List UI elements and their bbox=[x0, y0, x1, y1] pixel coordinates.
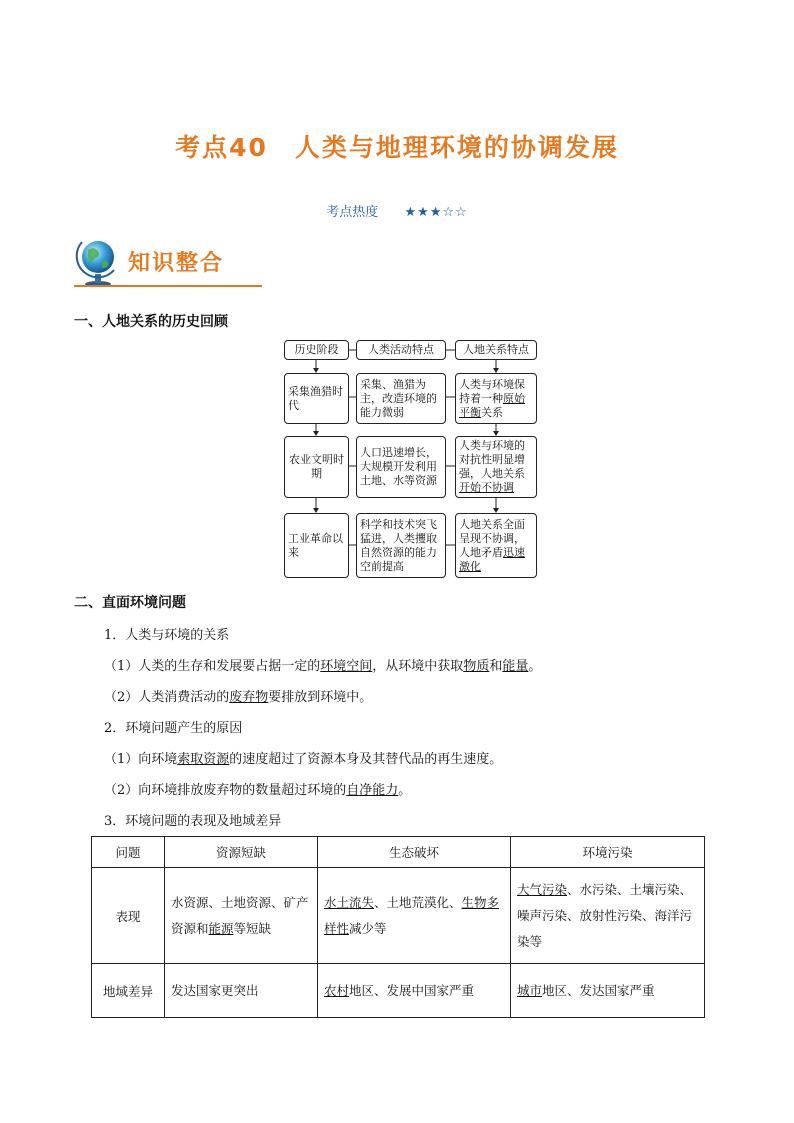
flow-relation-3-text: 人地关系全面呈现不协调，人地矛盾 bbox=[459, 517, 525, 559]
key-term: 自净能力 bbox=[346, 783, 399, 798]
text-part: 减少等 bbox=[349, 920, 387, 936]
key-term: 生物多样性 bbox=[324, 894, 500, 936]
item-3-heading: 3．环境问题的表现及地域差异 bbox=[104, 814, 282, 829]
heat-rating bbox=[0, 201, 794, 220]
table-cell bbox=[165, 868, 318, 964]
key-term: 物质 bbox=[463, 659, 490, 674]
table-cell bbox=[511, 964, 705, 1018]
text-part: （1）向环境 bbox=[104, 752, 178, 767]
flow-relation-3 bbox=[455, 513, 537, 578]
key-term: 城市 bbox=[517, 982, 543, 998]
globe-icon bbox=[74, 236, 122, 288]
table-row bbox=[92, 964, 705, 1018]
item-2-heading: 2．环境问题产生的原因 bbox=[104, 721, 243, 736]
flow-stage-2: 农业文明时期 bbox=[284, 436, 349, 498]
table-row-head: 地域差异 bbox=[92, 964, 165, 1018]
table-cell bbox=[318, 868, 511, 964]
table-cell bbox=[318, 964, 511, 1018]
flow-header-activity: 人类活动特点 bbox=[356, 340, 446, 360]
flow-activity-1: 采集、渔猎为主，改造环境的能力微弱 bbox=[356, 373, 446, 424]
flow-relation-2-key: 开始不协调 bbox=[459, 481, 514, 494]
key-term: 能源 bbox=[208, 920, 234, 936]
text-part: 。 bbox=[528, 659, 542, 674]
page-title: 考点40 人类与地理环境的协调发展 bbox=[175, 133, 619, 162]
table-header-cell: 环境污染 bbox=[511, 837, 705, 868]
key-term: 环境空间 bbox=[320, 659, 373, 674]
heat-label: 考点热度 bbox=[326, 205, 379, 220]
banner-label: 知识整合 bbox=[128, 251, 225, 276]
item-2-point-1 bbox=[104, 748, 502, 767]
flow-header-stage: 历史阶段 bbox=[284, 340, 349, 360]
key-term: 大气污染 bbox=[517, 881, 568, 897]
flow-relation-1-text: 人类与环境保持着一种 bbox=[459, 377, 525, 405]
text-part: （2）向环境排放废弃物的数量超过环境的 bbox=[104, 783, 347, 798]
table-cell bbox=[511, 868, 705, 964]
text-part: 和 bbox=[489, 659, 503, 674]
knowledge-banner bbox=[74, 236, 262, 288]
flow-relation-3-key: 迅速激化 bbox=[459, 545, 525, 573]
key-term: 索取资源 bbox=[177, 752, 230, 767]
key-term: 废弃物 bbox=[229, 690, 269, 705]
item-1-point-1 bbox=[104, 655, 541, 674]
text-part: 的速度超过了资源本身及其替代品的再生速度。 bbox=[229, 752, 503, 767]
table-row bbox=[92, 868, 705, 964]
text-part: ，从环境中获取 bbox=[372, 659, 464, 674]
table-header-row bbox=[92, 837, 705, 868]
flow-stage-1: 采集渔猎时代 bbox=[284, 373, 349, 424]
text-part: 、水污染、土壤污染、噪声污染、放射性污染、海洋污染等 bbox=[517, 881, 693, 949]
section-heading-environment: 二、直面环境问题 bbox=[74, 595, 186, 611]
flow-relation-1-tail: 关系 bbox=[481, 405, 503, 419]
key-term: 能量 bbox=[502, 659, 529, 674]
text-part: 、土地荒漠化、 bbox=[374, 894, 462, 910]
flow-relation-2-text: 人类与环境的对抗性明显增强，人地关系 bbox=[459, 439, 525, 480]
table-header-cell: 问题 bbox=[92, 837, 165, 868]
text-part: 要排放到环境中。 bbox=[268, 690, 373, 705]
text-part: 等短缺 bbox=[233, 920, 272, 936]
table-header-cell: 资源短缺 bbox=[165, 837, 318, 868]
text-part: （2）人类消费活动的 bbox=[104, 690, 230, 705]
text-part: 。 bbox=[398, 783, 412, 798]
flow-relation-1 bbox=[455, 373, 537, 424]
banner-underline bbox=[74, 285, 262, 287]
text-part: 水资源、土地资源、矿产资源和 bbox=[171, 894, 309, 936]
key-term: 水土流失 bbox=[324, 894, 375, 910]
environment-issues-table bbox=[91, 836, 705, 1018]
table-header-cell: 生态破坏 bbox=[318, 837, 511, 868]
text-part: （1）人类的生存和发展要占据一定的 bbox=[104, 659, 321, 674]
table-row-head: 表现 bbox=[92, 868, 165, 964]
flow-activity-2: 人口迅速增长，大规模开发利用土地、水等资源 bbox=[356, 436, 446, 498]
table-cell: 发达国家更突出 bbox=[165, 964, 318, 1018]
item-1-heading: 1．人类与环境的关系 bbox=[104, 628, 230, 643]
flow-activity-3: 科学和技术突飞猛进，人类攫取自然资源的能力空前提高 bbox=[356, 513, 446, 578]
item-2-point-2 bbox=[104, 779, 411, 798]
item-1-point-2 bbox=[104, 686, 372, 705]
text-part: 地区、发展中国家严重 bbox=[349, 982, 475, 998]
text-part: 地区、发达国家严重 bbox=[542, 982, 655, 998]
flow-relation-2 bbox=[455, 436, 537, 498]
key-term: 农村 bbox=[324, 982, 350, 998]
flow-stage-3: 工业革命以来 bbox=[284, 513, 349, 578]
flow-relation-1-key: 原始平衡 bbox=[459, 391, 525, 419]
section-heading-history: 一、人地关系的历史回顾 bbox=[74, 314, 228, 330]
flow-header-relation: 人地关系特点 bbox=[455, 340, 537, 360]
history-flowchart bbox=[283, 338, 539, 584]
heat-stars: ★★★☆☆ bbox=[404, 205, 468, 220]
